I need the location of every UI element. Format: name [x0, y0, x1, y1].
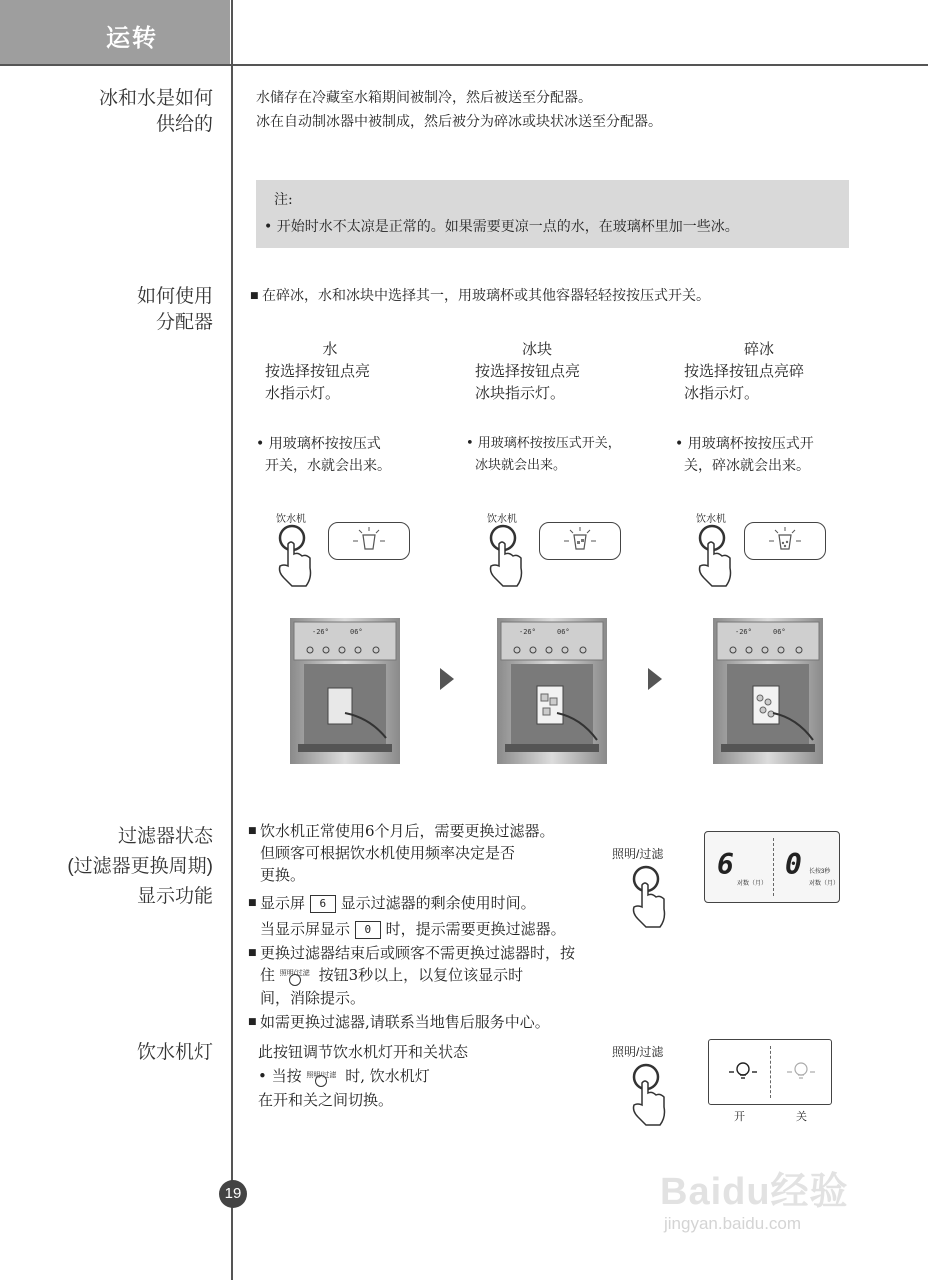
inline-filter-button-icon: [280, 965, 314, 987]
button-label: 照明/过滤: [612, 1045, 664, 1059]
mode-title-ice-cube: 冰块: [521, 340, 552, 358]
ice-cube-glass-lit-icon: [540, 523, 620, 559]
inline-button-label: 照明/过滤: [306, 1072, 337, 1079]
text-span: 显示屏: [260, 894, 306, 912]
arrow-right-icon: [440, 668, 454, 690]
text-line: 间，消除提示。: [260, 989, 366, 1007]
section-label-filter: [67, 822, 213, 912]
pressing-finger-icon: [624, 863, 674, 929]
light-off-bulb-icon: [783, 1054, 819, 1090]
text-line: 水储存在冷藏室水箱期间被制冷，然后被送至分配器。: [256, 90, 592, 106]
mode-desc-ice-cube: [475, 360, 645, 404]
arrow-right-icon: [648, 668, 662, 690]
text-line: • 用玻璃杯按按压式开关，: [466, 436, 621, 451]
text-line: 开关，水就会出来。: [265, 458, 391, 474]
light-off-label: 关: [796, 1111, 807, 1123]
section-label-dispenser: [137, 284, 213, 336]
text-line: 在开和关之间切换。: [258, 1091, 394, 1109]
section-label-light: 饮水机灯: [136, 1042, 213, 1063]
dispenser-crushed-ice-illustration: [713, 618, 823, 764]
panel-readout-right: 06°: [350, 628, 363, 636]
pressing-finger-icon: [481, 522, 531, 588]
text-span: 显示过滤器的剩余使用时间。: [340, 894, 536, 912]
dispenser-photo-ice-cube: [497, 618, 607, 764]
lcd-divider: [773, 838, 774, 896]
water-indicator-display: [328, 522, 410, 560]
filter-6-indicator-icon: 6: [310, 895, 336, 913]
note-text: • 开始时水不太凉是正常的。如果需要更凉一点的水，在玻璃杯里加一些冰。: [264, 219, 739, 235]
filter-reset-line: [260, 964, 640, 987]
text-line: 按选择按钮点亮: [475, 362, 581, 380]
light-lcd-display: [708, 1039, 832, 1105]
lcd-digit-right: 0: [785, 848, 802, 881]
text-line: 冰块就会出来。: [475, 458, 567, 473]
text-line: • 用玻璃杯按按压式: [256, 436, 381, 452]
light-on-label: 开: [734, 1111, 745, 1123]
mode-desc-crushed-ice: [684, 360, 854, 404]
label-line: 如何使用: [136, 286, 213, 307]
pressing-finger-icon: [690, 522, 740, 588]
ice-cube-select-illustration: [481, 510, 631, 590]
filter-display-line: [260, 892, 640, 914]
text-line: 水指示灯。: [265, 384, 341, 402]
panel-readout-right: 06°: [557, 628, 570, 636]
text-span: 时，提示需要更换过滤器。: [385, 920, 566, 938]
text-line: 但顾客可根据饮水机使用频率决定是否: [260, 844, 516, 862]
filter-lcd-display: [704, 831, 840, 903]
label-line: 冰和水是如何: [98, 88, 213, 109]
label-line: 过滤器状态: [117, 826, 213, 847]
text-span: 时, 饮水机灯: [345, 1067, 430, 1085]
crushed-ice-select-illustration: [690, 510, 840, 590]
text-line: 更换。: [260, 866, 306, 884]
label-line: 分配器: [155, 312, 213, 333]
button-label: 饮水机: [276, 514, 306, 525]
crushed-ice-glass-lit-icon: [745, 523, 825, 559]
text-line: ■ 饮水机正常使用6个月后，需要更换过滤器。: [260, 820, 640, 842]
light-button-illustration: [612, 1043, 692, 1128]
page-number: 19: [219, 1180, 247, 1208]
light-on-bulb-icon: [725, 1054, 761, 1090]
note-box: [256, 180, 849, 248]
text-line: 冰块指示灯。: [475, 384, 566, 402]
text-line: 冰指示灯。: [684, 384, 760, 402]
dispenser-intro: ■ 在碎冰，水和冰块中选择其一，用玻璃杯或其他容器轻轻按按压式开关。: [262, 284, 710, 308]
panel-readout-left: -26°: [519, 628, 536, 636]
page-title: 运转: [106, 25, 158, 52]
section-label-ice-water: [99, 86, 213, 138]
button-label: 照明/过滤: [612, 847, 664, 861]
water-select-illustration: [270, 510, 420, 590]
watermark-url: jingyan.baidu.com: [664, 1214, 802, 1233]
lcd-digit-left: 6: [717, 848, 734, 881]
lcd-note-right: 长按3秒: [809, 869, 831, 875]
text-line: ■ 更换过滤器结束后或顾客不需更换过滤器时，按: [260, 942, 640, 964]
text-line: 按选择按钮点亮: [265, 362, 371, 380]
panel-readout-left: -26°: [312, 628, 329, 636]
text-span: • 当按: [258, 1067, 302, 1085]
ice-cube-indicator-display: [539, 522, 621, 560]
note-title: 注:: [274, 192, 293, 208]
mode-title-crushed-ice: 碎冰: [743, 340, 774, 358]
light-text: [258, 1040, 468, 1112]
dispenser-photo-water: [290, 618, 400, 764]
text-line: 按选择按钮点亮碎: [684, 362, 805, 380]
filter-text: [260, 820, 640, 1033]
lcd-divider: [770, 1046, 771, 1098]
label-line: 供给的: [155, 114, 213, 135]
lcd-unit-right: 对数（月）: [809, 881, 840, 887]
filter-replace-line: [260, 918, 640, 940]
lcd-unit-left: 对数（月）: [737, 881, 768, 887]
dispenser-photo-crushed-ice: [713, 618, 823, 764]
filter-button-illustration: [612, 845, 692, 930]
mode-instr-ice-cube: [466, 433, 646, 477]
pressing-finger-icon: [270, 522, 320, 588]
inline-light-button-icon: [306, 1066, 340, 1088]
label-line: (过滤器更换周期): [67, 856, 213, 877]
text-span: 按钮3秒以上，以复位该显示时: [318, 966, 524, 984]
button-label: 饮水机: [487, 514, 517, 525]
pressing-finger-icon: [624, 1061, 674, 1127]
water-glass-lit-icon: [329, 523, 409, 559]
text-line: • 用玻璃杯按按压式开: [675, 436, 814, 452]
panel-readout-left: -26°: [735, 628, 752, 636]
panel-readout-right: 06°: [773, 628, 786, 636]
button-label: 饮水机: [696, 514, 726, 525]
dispenser-water-illustration: [290, 618, 400, 764]
label-line: 显示功能: [136, 886, 213, 907]
crushed-ice-indicator-display: [744, 522, 826, 560]
text-line: 冰在自动制冰器中被制成，然后被分为碎冰或块状冰送至分配器。: [256, 114, 662, 130]
dispenser-ice-cube-illustration: [497, 618, 607, 764]
text-line: ■ 如需更换过滤器,请联系当地售后服务中心。: [260, 1011, 640, 1033]
filter-0-indicator-icon: 0: [355, 921, 381, 939]
header-rule: [0, 64, 928, 66]
mode-instr-crushed-ice: [675, 433, 855, 477]
text-line: 此按钮调节饮水机灯开和关状态: [258, 1043, 469, 1061]
mode-title-water: 水: [322, 340, 338, 358]
text-span: 当显示屏显示: [260, 920, 351, 938]
text-line: 关，碎冰就会出来。: [684, 458, 810, 474]
text-span: 住: [260, 966, 276, 984]
ice-water-text: [256, 86, 662, 134]
watermark-brand: Baidu经验: [660, 1171, 849, 1213]
inline-button-label: 照明/过滤: [279, 970, 310, 977]
mode-desc-water: [265, 360, 435, 404]
vertical-rule: [231, 0, 233, 1280]
mode-instr-water: [256, 433, 436, 477]
light-toggle-line: [258, 1064, 468, 1088]
